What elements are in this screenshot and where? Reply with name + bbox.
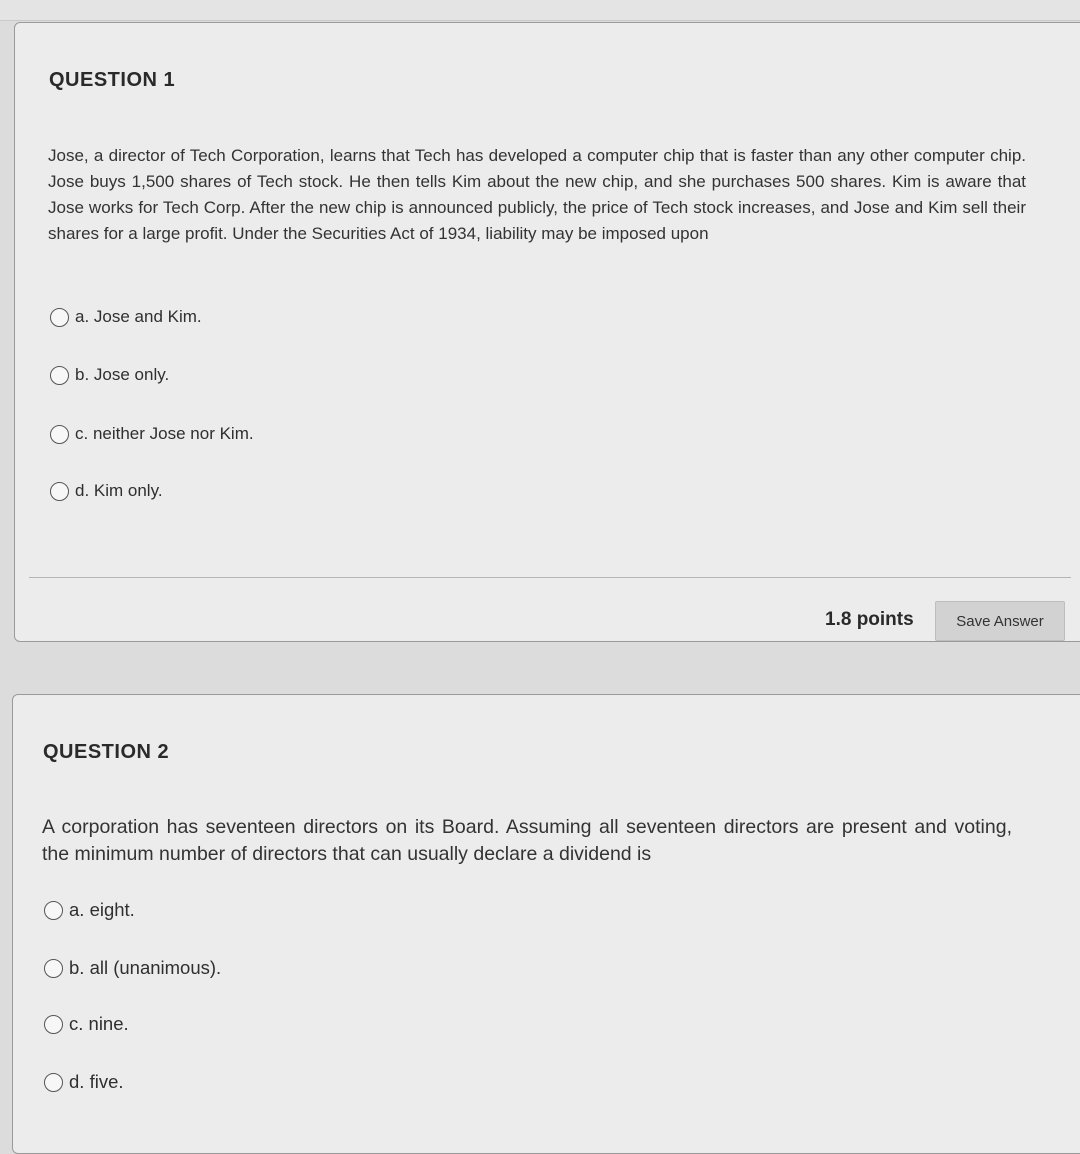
question-2-option-c[interactable] [44, 1013, 129, 1035]
divider [29, 577, 1071, 578]
question-2-title: QUESTION 2 [43, 741, 170, 763]
question-2-text: A corporation has seventeen directors on its Board. Assuming all seventeen directors are present and voting, the minimum number of directors that can usually declare a dividend is [42, 816, 1012, 865]
question-2-option-d[interactable] [44, 1071, 124, 1093]
option-label: a. Jose and Kim. [75, 307, 202, 326]
question-1-option-c[interactable] [50, 424, 254, 444]
top-strip [0, 0, 1080, 21]
points-label: 1.8 points [825, 609, 914, 630]
question-2-option-b[interactable] [44, 957, 221, 979]
save-answer-button[interactable]: Save Answer [935, 601, 1065, 641]
option-label: d. five. [69, 1071, 124, 1092]
option-label: a. eight. [69, 899, 135, 920]
radio-button[interactable] [44, 959, 63, 978]
question-1-text: Jose, a director of Tech Corporation, learns that Tech has developed a computer chip that is faster than any other computer chip. Jose buys 1,500 shares of Tech stock. He then tells Kim about the new chip, and she purchases 500 shares. Kim is aware that Jose works for Tech Corp. After the new chip is announced publicly, the price of Tech stock increases, and Jose and Kim sell their shares for a large profit. Under the Securities Act of 1934, liability may be imposed upon [48, 146, 1026, 243]
question-2-card [12, 694, 1080, 1154]
radio-button[interactable] [44, 1015, 63, 1034]
question-1-card [14, 22, 1080, 642]
option-label: d. Kim only. [75, 481, 163, 500]
radio-button[interactable] [44, 1073, 63, 1092]
question-1-option-a[interactable] [50, 307, 202, 327]
question-1-option-b[interactable] [50, 365, 169, 385]
option-label: c. neither Jose nor Kim. [75, 424, 254, 443]
radio-button[interactable] [50, 482, 69, 501]
question-1-option-d[interactable] [50, 481, 163, 501]
radio-button[interactable] [50, 308, 69, 327]
option-label: c. nine. [69, 1013, 129, 1034]
radio-button[interactable] [50, 425, 69, 444]
question-1-title: QUESTION 1 [49, 69, 176, 91]
question-2-option-a[interactable] [44, 899, 135, 921]
radio-button[interactable] [50, 366, 69, 385]
option-label: b. Jose only. [75, 365, 170, 384]
radio-button[interactable] [44, 901, 63, 920]
option-label: b. all (unanimous). [69, 957, 222, 978]
